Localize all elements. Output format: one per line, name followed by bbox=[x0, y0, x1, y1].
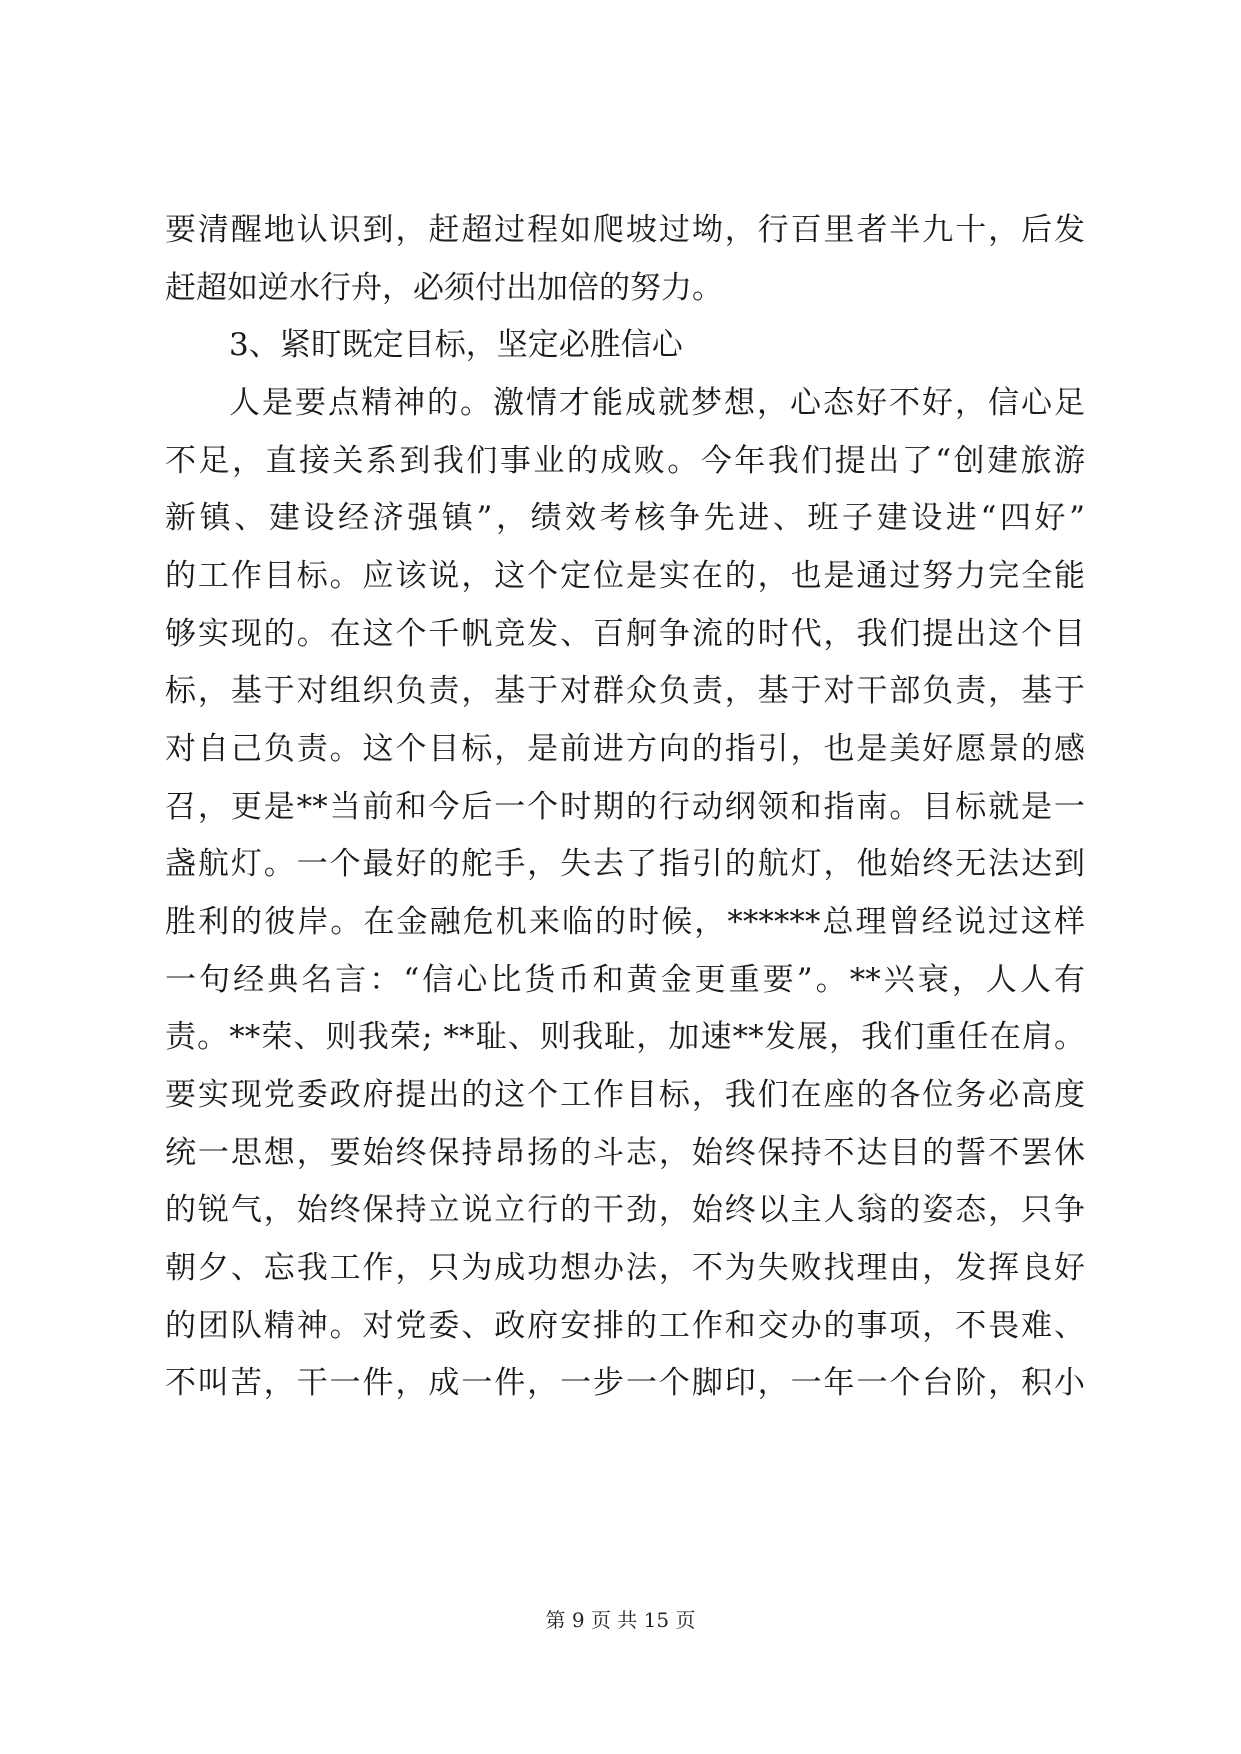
body-text-line: 召，更是**当前和今后一个时期的行动纲领和指南。目标就是一 bbox=[165, 789, 1085, 825]
body-text-line: 要实现党委政府提出的这个工作目标，我们在座的各位务必高度 bbox=[165, 1077, 1085, 1113]
body-text-line: 人是要点精神的。激情才能成就梦想，心态好不好，信心足 bbox=[229, 385, 1085, 421]
body-text-line: 朝夕、忘我工作，只为成功想办法，不为失败找理由，发挥良好 bbox=[165, 1250, 1085, 1286]
body-text-line: 要清醒地认识到，赶超过程如爬坡过坳，行百里者半九十，后发 bbox=[165, 212, 1085, 248]
section-heading: 3、紧盯既定目标，坚定必胜信心 bbox=[229, 327, 683, 363]
body-text-line: 对自己负责。这个目标，是前进方向的指引，也是美好愿景的感 bbox=[165, 731, 1085, 767]
body-text-line: 不叫苦，干一件，成一件，一步一个脚印，一年一个台阶，积小 bbox=[165, 1365, 1085, 1401]
page-number-footer: 第 9 页 共 15 页 bbox=[545, 1608, 696, 1632]
body-text-line: 不足，直接关系到我们事业的成败。今年我们提出了“创建旅游 bbox=[165, 443, 1085, 479]
body-text-line: 够实现的。在这个千帆竞发、百舸争流的时代，我们提出这个目 bbox=[165, 616, 1085, 652]
body-text-line: 一句经典名言：“信心比货币和黄金更重要”。**兴衰，人人有 bbox=[165, 962, 1085, 998]
body-text-line: 的锐气，始终保持立说立行的干劲，始终以主人翁的姿态，只争 bbox=[165, 1192, 1085, 1228]
body-text-line: 标，基于对组织负责，基于对群众负责，基于对干部负责，基于 bbox=[165, 673, 1085, 709]
body-text-line: 的工作目标。应该说，这个定位是实在的，也是通过努力完全能 bbox=[165, 558, 1085, 594]
body-text-line: 盏航灯。一个最好的舵手，失去了指引的航灯，他始终无法达到 bbox=[165, 846, 1085, 882]
body-text-line: 赶超如逆水行舟，必须付出加倍的努力。 bbox=[165, 270, 723, 306]
body-text-line: 责。**荣、则我荣; **耻、则我耻，加速**发展，我们重任在肩。 bbox=[165, 1019, 1085, 1055]
body-text-line: 新镇、建设经济强镇”，绩效考核争先进、班子建设进“四好” bbox=[165, 500, 1085, 536]
body-text-line: 胜利的彼岸。在金融危机来临的时候，******总理曾经说过这样 bbox=[165, 904, 1085, 940]
body-text-line: 统一思想，要始终保持昂扬的斗志，始终保持不达目的誓不罢休 bbox=[165, 1135, 1085, 1171]
body-text-line: 的团队精神。对党委、政府安排的工作和交办的事项，不畏难、 bbox=[165, 1308, 1085, 1344]
